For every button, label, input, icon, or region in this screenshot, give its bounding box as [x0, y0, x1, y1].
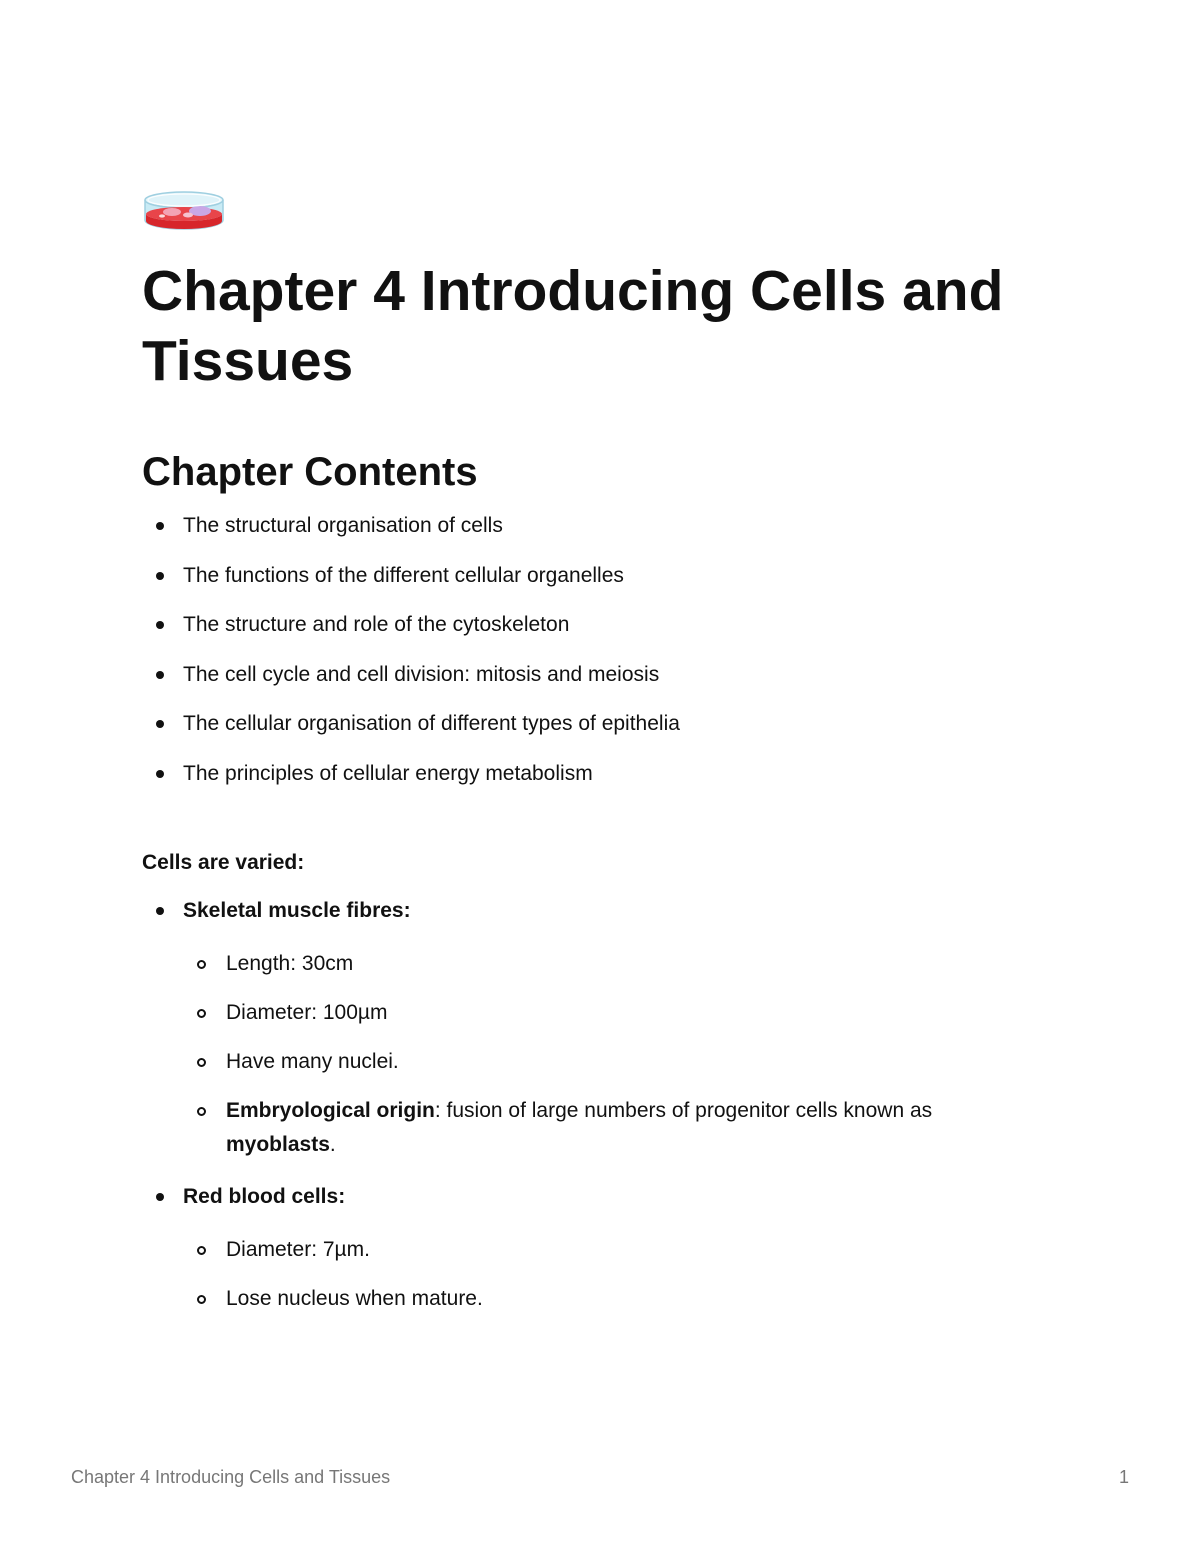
list-item-text: The principles of cellular energy metabolism: [183, 761, 593, 785]
list-item-red-blood-cells: [142, 1184, 1042, 1316]
petri-dish-icon: [142, 190, 226, 234]
list-item: [183, 996, 1042, 1030]
list-item-text: Lose nucleus when mature.: [226, 1286, 483, 1310]
footer-title: Chapter 4 Introducing Cells and Tissues: [71, 1467, 391, 1487]
myoblasts-term: myoblasts: [226, 1132, 330, 1156]
chapter-contents-list: [142, 513, 1042, 787]
skeletal-muscle-details: [183, 947, 1042, 1162]
list-item-text: Have many nuclei.: [226, 1049, 399, 1073]
footer-page-number: 1: [1118, 1467, 1129, 1487]
red-blood-cells-details: [183, 1233, 1042, 1316]
hollow-bullet-icon: [197, 960, 206, 969]
list-item-text: The cellular organisation of different types of epithelia: [183, 712, 680, 735]
embryological-origin-label: Embryological origin: [226, 1098, 435, 1122]
skeletal-muscle-label: Skeletal muscle fibres:: [183, 898, 411, 922]
list-item-text: The functions of the different cellular organelles: [183, 563, 624, 587]
list-item-text: Diameter: 7µm.: [226, 1237, 370, 1261]
hollow-bullet-icon: [197, 1009, 206, 1018]
list-item-text: The structural organisation of cells: [183, 514, 503, 537]
list-item-text: The cell cycle and cell division: mitosis and meiosis: [183, 662, 660, 686]
page-title: Chapter 4 Introducing Cells and Tissues: [142, 259, 1004, 393]
list-item: [142, 612, 1042, 638]
bullet-icon: [156, 770, 164, 778]
list-item: [142, 761, 1042, 787]
red-blood-cells-label: Red blood cells:: [183, 1184, 346, 1208]
list-item: [142, 662, 1042, 688]
bullet-icon: [156, 522, 164, 530]
list-item: [183, 1233, 1042, 1267]
bullet-icon: [156, 572, 164, 580]
list-item: [142, 711, 1042, 737]
list-item: [142, 563, 1042, 589]
page-content: [142, 190, 1042, 1338]
embryological-origin-text: : fusion of large numbers of progenitor cells known as: [434, 1098, 933, 1122]
list-item-text: Length: 30cm: [226, 951, 354, 975]
cells-varied-paragraph: Cells are varied:: [142, 850, 305, 874]
hollow-bullet-icon: [197, 1058, 206, 1067]
bullet-icon: [156, 1193, 164, 1201]
list-item: [183, 947, 1042, 981]
list-item: [183, 1045, 1042, 1079]
hollow-bullet-icon: [197, 1295, 206, 1304]
hollow-bullet-icon: [197, 1107, 206, 1116]
bullet-icon: [156, 720, 164, 728]
bullet-icon: [156, 671, 164, 679]
list-item: [183, 1282, 1042, 1316]
list-item-skeletal-muscle: [142, 898, 1042, 1162]
bullet-icon: [156, 907, 164, 915]
list-item: [142, 513, 1042, 539]
list-item-text: Diameter: 100µm: [226, 1000, 388, 1024]
list-item: [183, 1094, 1042, 1162]
hollow-bullet-icon: [197, 1246, 206, 1255]
list-item-text: The structure and role of the cytoskeleton: [183, 613, 570, 636]
sentence-period: .: [329, 1132, 336, 1156]
bullet-icon: [156, 621, 164, 629]
cell-types-list: [142, 898, 1042, 1316]
section-heading-chapter-contents: Chapter Contents: [142, 450, 478, 494]
